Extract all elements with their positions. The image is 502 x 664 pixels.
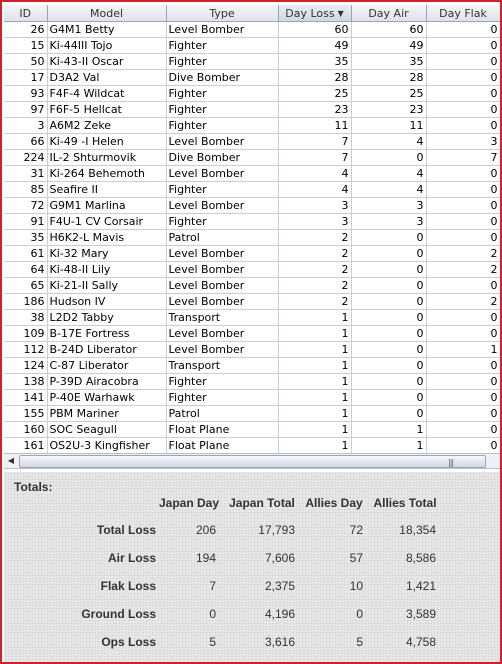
totals-value-total-loss-allies-day: 72 [349, 523, 363, 537]
totals-label-total-loss: Total Loss [96, 523, 156, 537]
cell-day-air: 0 [351, 230, 426, 246]
cell-day-flak: 0 [426, 54, 500, 70]
cell-day-flak: 1 [426, 342, 500, 358]
cell-day-air: 1 [351, 438, 426, 454]
cell-type: Fighter [166, 86, 278, 102]
cell-model: Ki-49 -I Helen [47, 134, 166, 150]
cell-id: 155 [4, 406, 47, 422]
cell-model: G9M1 Marlina [47, 198, 166, 214]
cell-type: Float Plane [166, 438, 278, 454]
cell-type: Level Bomber [166, 326, 278, 342]
cell-id: 17 [4, 70, 47, 86]
cell-model: P-40E Warhawk [47, 390, 166, 406]
cell-day-flak: 2 [426, 246, 500, 262]
column-header-model[interactable]: Model [47, 5, 166, 22]
cell-day-flak: 2 [426, 294, 500, 310]
cell-day-flak: 0 [426, 374, 500, 390]
table-row[interactable] [4, 374, 500, 390]
cell-day-air: 49 [351, 38, 426, 54]
totals-value-ground-loss-allies-total: 3,589 [405, 607, 436, 621]
cell-model: F6F-5 Hellcat [47, 102, 166, 118]
cell-day-air: 0 [351, 310, 426, 326]
table-row[interactable] [4, 358, 500, 374]
cell-type: Level Bomber [166, 198, 278, 214]
cell-day-loss: 4 [278, 182, 351, 198]
totals-header-japan-total: Japan Total [229, 496, 295, 510]
cell-day-air: 0 [351, 262, 426, 278]
scrollbar-thumb[interactable] [19, 455, 486, 468]
totals-value-total-loss-japan-day: 206 [195, 523, 216, 537]
arrow-left-icon[interactable]: ◀ [7, 456, 15, 465]
column-header-day-loss[interactable]: Day Loss ▼ [278, 5, 351, 22]
cell-type: Level Bomber [166, 166, 278, 182]
cell-type: Fighter [166, 390, 278, 406]
aircraft-loss-table [4, 5, 500, 453]
table-row[interactable] [4, 326, 500, 342]
cell-day-flak: 0 [426, 70, 500, 86]
cell-type: Fighter [166, 54, 278, 70]
cell-day-air: 0 [351, 358, 426, 374]
cell-type: Fighter [166, 214, 278, 230]
cell-model: Ki-43-II Oscar [47, 54, 166, 70]
cell-model: Seafire II [47, 182, 166, 198]
cell-day-loss: 1 [278, 374, 351, 390]
cell-id: 161 [4, 438, 47, 454]
cell-day-flak: 0 [426, 198, 500, 214]
totals-label-ops-loss: Ops Loss [101, 635, 156, 649]
cell-id: 93 [4, 86, 47, 102]
cell-day-flak: 0 [426, 214, 500, 230]
scroll-grip-icon: ||| [448, 458, 454, 467]
totals-value-air-loss-allies-total: 8,586 [405, 551, 436, 565]
table-row[interactable] [4, 262, 500, 278]
cell-day-loss: 3 [278, 214, 351, 230]
cell-model: C-87 Liberator [47, 358, 166, 374]
cell-model: H6K2-L Mavis [47, 230, 166, 246]
cell-day-loss: 11 [278, 118, 351, 134]
table-row[interactable] [4, 54, 500, 70]
cell-id: 38 [4, 310, 47, 326]
cell-day-loss: 4 [278, 166, 351, 182]
cell-id: 141 [4, 390, 47, 406]
cell-id: 160 [4, 422, 47, 438]
cell-id: 97 [4, 102, 47, 118]
cell-id: 224 [4, 150, 47, 166]
table-row[interactable] [4, 246, 500, 262]
cell-day-flak: 0 [426, 38, 500, 54]
cell-type: Fighter [166, 374, 278, 390]
cell-day-air: 0 [351, 150, 426, 166]
table-row[interactable] [4, 406, 500, 422]
table-row[interactable] [4, 86, 500, 102]
table-row[interactable] [4, 150, 500, 166]
totals-header-allies-total: Allies Total [373, 496, 437, 510]
cell-day-flak: 0 [426, 102, 500, 118]
column-header-day-air[interactable]: Day Air [351, 5, 426, 22]
cell-id: 35 [4, 230, 47, 246]
totals-value-ops-loss-japan-total: 3,616 [264, 635, 295, 649]
table-row[interactable] [4, 390, 500, 406]
table-row[interactable] [4, 214, 500, 230]
cell-day-loss: 2 [278, 278, 351, 294]
cell-day-flak: 0 [426, 326, 500, 342]
totals-panel [4, 472, 500, 662]
cell-day-loss: 7 [278, 150, 351, 166]
table-row[interactable] [4, 22, 500, 38]
cell-model: D3A2 Val [47, 70, 166, 86]
cell-model: Ki-48-II Lily [47, 262, 166, 278]
totals-value-air-loss-japan-day: 194 [195, 551, 216, 565]
cell-day-loss: 2 [278, 262, 351, 278]
cell-id: 186 [4, 294, 47, 310]
cell-day-loss: 1 [278, 406, 351, 422]
cell-model: Ki-264 Behemoth [47, 166, 166, 182]
cell-day-air: 0 [351, 326, 426, 342]
cell-model: IL-2 Shturmovik [47, 150, 166, 166]
table-header-row [4, 5, 500, 22]
sort-descending-icon: ▼ [337, 8, 344, 18]
cell-type: Patrol [166, 230, 278, 246]
column-header-type[interactable]: Type [166, 5, 278, 22]
table-row[interactable] [4, 342, 500, 358]
cell-day-flak: 0 [426, 390, 500, 406]
cell-day-flak: 0 [426, 406, 500, 422]
cell-day-loss: 2 [278, 294, 351, 310]
cell-day-loss: 35 [278, 54, 351, 70]
cell-type: Level Bomber [166, 294, 278, 310]
totals-label-ground-loss: Ground Loss [81, 607, 156, 621]
cell-model: OS2U-3 Kingfisher [47, 438, 166, 454]
totals-value-flak-loss-japan-total: 2,375 [264, 579, 295, 593]
cell-model: F4F-4 Wildcat [47, 86, 166, 102]
cell-type: Fighter [166, 182, 278, 198]
cell-day-air: 28 [351, 70, 426, 86]
cell-id: 124 [4, 358, 47, 374]
cell-day-flak: 0 [426, 86, 500, 102]
cell-model: SOC Seagull [47, 422, 166, 438]
cell-day-flak: 7 [426, 150, 500, 166]
cell-day-air: 0 [351, 390, 426, 406]
cell-day-flak: 0 [426, 310, 500, 326]
totals-value-ops-loss-allies-day: 5 [356, 635, 363, 649]
cell-day-air: 0 [351, 406, 426, 422]
cell-id: 72 [4, 198, 47, 214]
table-row[interactable] [4, 198, 500, 214]
cell-model: Hudson IV [47, 294, 166, 310]
cell-type: Fighter [166, 38, 278, 54]
totals-value-flak-loss-japan-day: 7 [209, 579, 216, 593]
cell-day-air: 4 [351, 134, 426, 150]
cell-day-air: 3 [351, 214, 426, 230]
cell-type: Level Bomber [166, 246, 278, 262]
cell-day-loss: 23 [278, 102, 351, 118]
cell-id: 3 [4, 118, 47, 134]
cell-day-loss: 3 [278, 198, 351, 214]
cell-day-air: 11 [351, 118, 426, 134]
cell-day-air: 0 [351, 374, 426, 390]
totals-value-flak-loss-allies-total: 1,421 [405, 579, 436, 593]
cell-type: Patrol [166, 406, 278, 422]
cell-day-loss: 2 [278, 246, 351, 262]
cell-id: 138 [4, 374, 47, 390]
cell-day-loss: 1 [278, 358, 351, 374]
cell-day-air: 0 [351, 342, 426, 358]
totals-title: Totals: [14, 480, 53, 494]
cell-type: Dive Bomber [166, 70, 278, 86]
table-row[interactable] [4, 70, 500, 86]
cell-id: 61 [4, 246, 47, 262]
cell-day-loss: 60 [278, 22, 351, 38]
totals-value-ground-loss-allies-day: 0 [356, 607, 363, 621]
totals-label-air-loss: Air Loss [107, 551, 156, 565]
cell-model: PBM Mariner [47, 406, 166, 422]
cell-day-flak: 0 [426, 422, 500, 438]
cell-day-loss: 1 [278, 438, 351, 454]
cell-day-loss: 1 [278, 390, 351, 406]
cell-type: Level Bomber [166, 134, 278, 150]
cell-day-air: 0 [351, 294, 426, 310]
cell-id: 65 [4, 278, 47, 294]
totals-value-flak-loss-allies-day: 10 [349, 579, 363, 593]
cell-type: Transport [166, 358, 278, 374]
cell-day-loss: 49 [278, 38, 351, 54]
cell-day-loss: 25 [278, 86, 351, 102]
cell-model: Ki-32 Mary [47, 246, 166, 262]
table-row[interactable] [4, 38, 500, 54]
table-row[interactable] [4, 294, 500, 310]
cell-day-flak: 3 [426, 134, 500, 150]
totals-value-ground-loss-japan-total: 4,196 [264, 607, 295, 621]
cell-day-air: 60 [351, 22, 426, 38]
cell-day-air: 35 [351, 54, 426, 70]
cell-id: 26 [4, 22, 47, 38]
table-row[interactable] [4, 118, 500, 134]
cell-type: Level Bomber [166, 22, 278, 38]
totals-value-ops-loss-japan-day: 5 [209, 635, 216, 649]
totals-value-ground-loss-japan-day: 0 [209, 607, 216, 621]
cell-model: F4U-1 CV Corsair [47, 214, 166, 230]
cell-model: P-39D Airacobra [47, 374, 166, 390]
cell-day-loss: 7 [278, 134, 351, 150]
cell-day-air: 23 [351, 102, 426, 118]
totals-value-total-loss-japan-total: 17,793 [258, 523, 295, 537]
cell-day-flak: 2 [426, 262, 500, 278]
cell-id: 31 [4, 166, 47, 182]
totals-value-air-loss-japan-total: 7,606 [264, 551, 295, 565]
table-row[interactable] [4, 166, 500, 182]
cell-day-loss: 28 [278, 70, 351, 86]
cell-day-loss: 1 [278, 342, 351, 358]
cell-model: B-24D Liberator [47, 342, 166, 358]
horizontal-scrollbar[interactable] [4, 453, 500, 469]
cell-day-air: 0 [351, 246, 426, 262]
cell-model: B-17E Fortress [47, 326, 166, 342]
cell-day-flak: 0 [426, 22, 500, 38]
cell-day-flak: 0 [426, 438, 500, 454]
cell-id: 85 [4, 182, 47, 198]
cell-day-loss: 2 [278, 230, 351, 246]
table-row[interactable] [4, 278, 500, 294]
table-row[interactable] [4, 422, 500, 438]
cell-id: 15 [4, 38, 47, 54]
cell-type: Dive Bomber [166, 150, 278, 166]
cell-type: Level Bomber [166, 262, 278, 278]
cell-day-air: 4 [351, 166, 426, 182]
table-row[interactable] [4, 102, 500, 118]
cell-id: 109 [4, 326, 47, 342]
cell-id: 50 [4, 54, 47, 70]
cell-day-air: 0 [351, 278, 426, 294]
cell-id: 64 [4, 262, 47, 278]
cell-day-air: 3 [351, 198, 426, 214]
table-row[interactable] [4, 182, 500, 198]
cell-model: A6M2 Zeke [47, 118, 166, 134]
totals-value-air-loss-allies-day: 57 [349, 551, 363, 565]
cell-day-air: 4 [351, 182, 426, 198]
table-row[interactable] [4, 310, 500, 326]
cell-model: Ki-21-II Sally [47, 278, 166, 294]
cell-id: 91 [4, 214, 47, 230]
totals-value-ops-loss-allies-total: 4,758 [405, 635, 436, 649]
cell-day-loss: 1 [278, 310, 351, 326]
cell-type: Fighter [166, 102, 278, 118]
cell-day-flak: 0 [426, 166, 500, 182]
cell-day-loss: 1 [278, 326, 351, 342]
column-header-id[interactable]: ID [4, 5, 47, 22]
cell-id: 112 [4, 342, 47, 358]
cell-type: Transport [166, 310, 278, 326]
cell-day-flak: 0 [426, 230, 500, 246]
cell-id: 66 [4, 134, 47, 150]
cell-model: L2D2 Tabby [47, 310, 166, 326]
table-row[interactable] [4, 134, 500, 150]
cell-day-air: 1 [351, 422, 426, 438]
cell-day-flak: 0 [426, 358, 500, 374]
cell-model: G4M1 Betty [47, 22, 166, 38]
totals-value-total-loss-allies-total: 18,354 [399, 523, 436, 537]
cell-model: Ki-44III Tojo [47, 38, 166, 54]
cell-type: Level Bomber [166, 342, 278, 358]
table-row[interactable] [4, 438, 500, 454]
totals-header-japan-day: Japan Day [158, 496, 220, 510]
column-header-day-flak[interactable]: Day Flak [426, 5, 500, 22]
cell-day-loss: 1 [278, 422, 351, 438]
totals-label-flak-loss: Flak Loss [100, 579, 156, 593]
cell-day-flak: 0 [426, 182, 500, 198]
table-row[interactable] [4, 230, 500, 246]
cell-day-air: 25 [351, 86, 426, 102]
cell-type: Float Plane [166, 422, 278, 438]
cell-day-flak: 0 [426, 278, 500, 294]
totals-header-allies-day: Allies Day [305, 496, 363, 510]
cell-day-flak: 0 [426, 118, 500, 134]
cell-type: Level Bomber [166, 278, 278, 294]
cell-type: Fighter [166, 118, 278, 134]
